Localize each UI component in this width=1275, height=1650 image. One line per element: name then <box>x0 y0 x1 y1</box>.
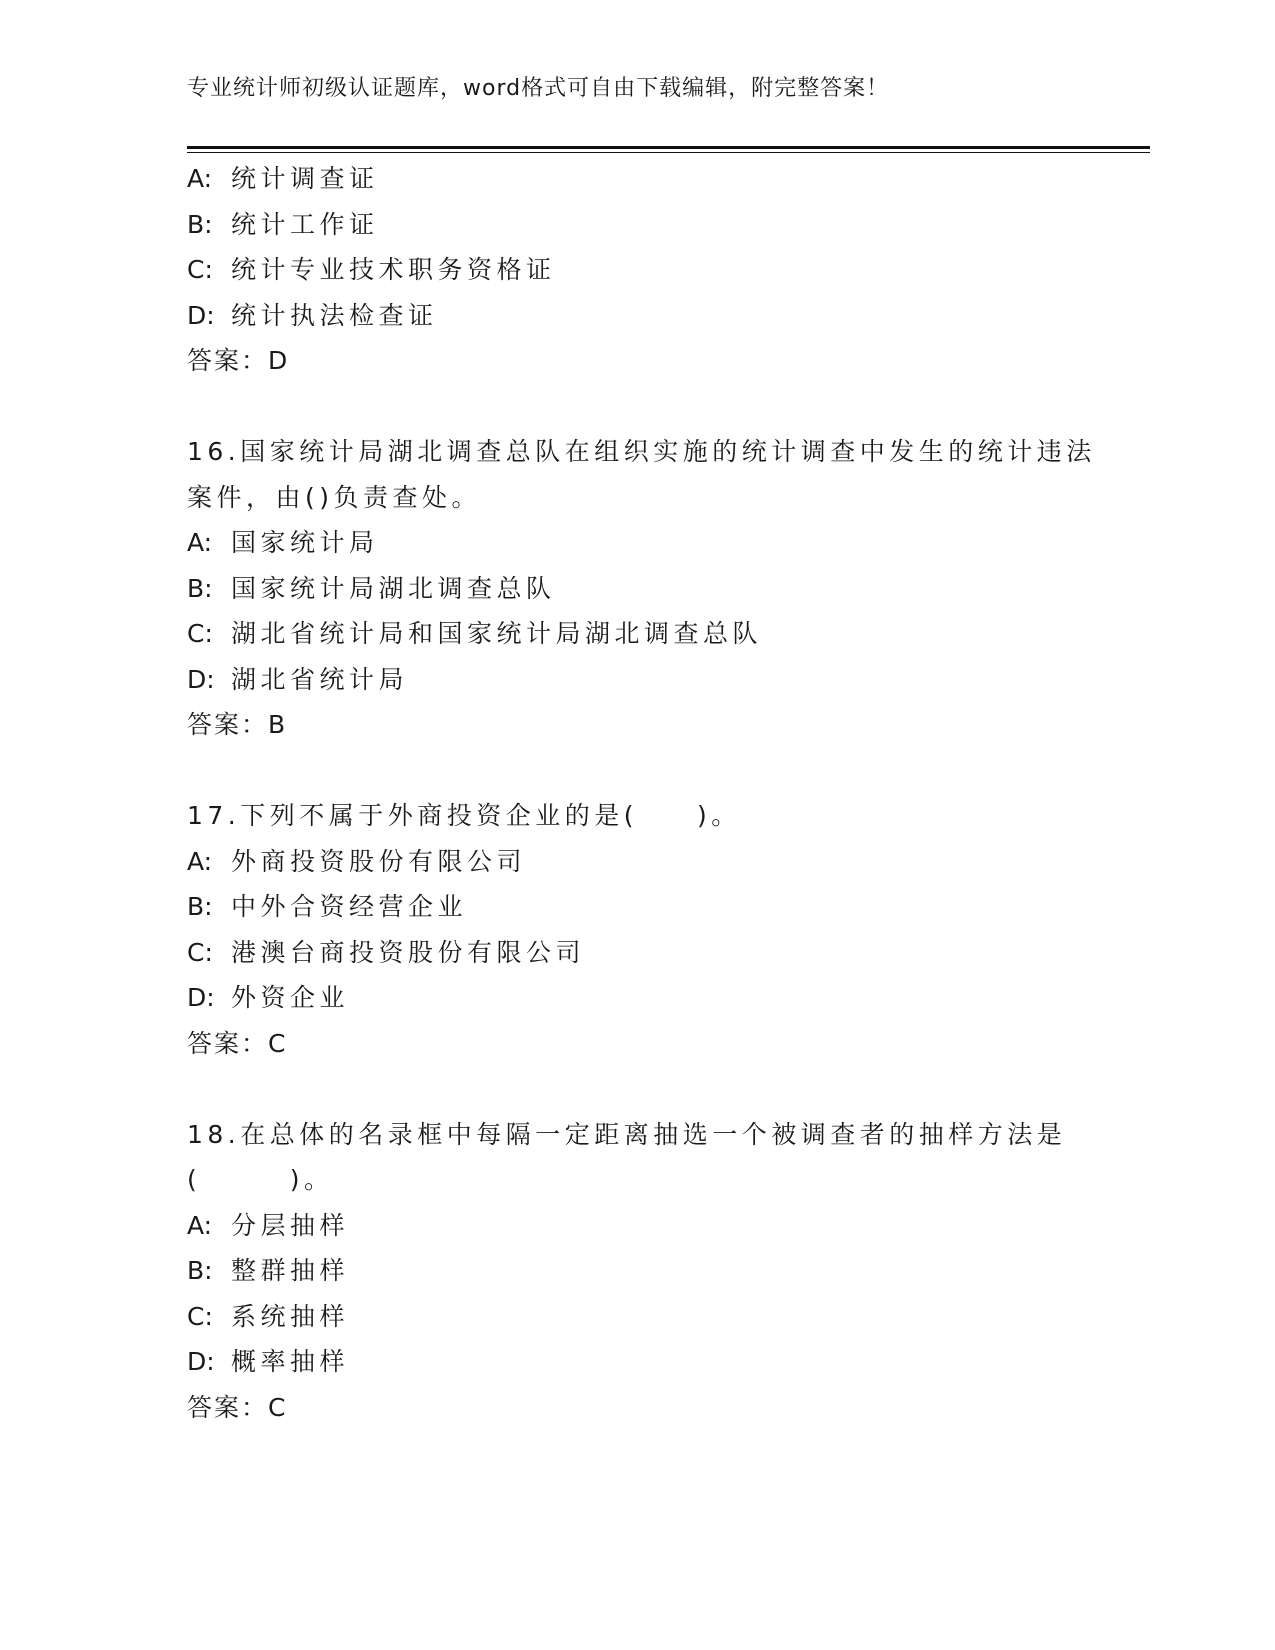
option-letter: A: <box>187 1210 213 1240</box>
answer-line: 答案：D <box>187 346 290 375</box>
prev-question-block <box>187 156 1087 384</box>
option-letter: C: <box>187 255 213 284</box>
option-letter: C: <box>187 619 213 648</box>
option-text: 统计执法检查证 <box>231 300 438 330</box>
question-stem-line: ( )。 <box>187 1165 334 1194</box>
header-rule-thin <box>187 152 1150 153</box>
option-text: 系统抽样 <box>231 1301 350 1331</box>
option-text: 外商投资股份有限公司 <box>231 846 527 876</box>
option-a <box>187 520 1087 566</box>
option-letter: B: <box>187 573 213 603</box>
spacer <box>187 1066 1087 1112</box>
question-stem <box>187 793 1087 839</box>
answer-line: 答案：B <box>187 710 288 739</box>
option-letter: A: <box>187 846 213 876</box>
option-text: 湖北省统计局和国家统计局湖北调查总队 <box>231 619 763 648</box>
option-c <box>187 611 1087 657</box>
question-stem <box>187 1112 1087 1203</box>
question-content <box>187 156 1096 1430</box>
option-text: 外资企业 <box>231 983 350 1012</box>
option-letter: D: <box>187 983 215 1012</box>
option-letter: D: <box>187 1347 215 1376</box>
option-c <box>187 1294 1087 1340</box>
option-letter: B: <box>187 209 213 239</box>
question-18-block <box>187 1112 1087 1431</box>
option-text: 概率抽样 <box>231 1347 350 1376</box>
option-b <box>187 1248 1087 1294</box>
option-text: 中外合资经营企业 <box>231 892 468 921</box>
question-stem-line: 17.下列不属于外商投资企业的是( )。 <box>187 801 741 830</box>
option-text: 分层抽样 <box>231 1210 350 1240</box>
question-16-block <box>187 429 1096 748</box>
option-a <box>187 839 1087 885</box>
option-d <box>187 975 1087 1021</box>
option-a <box>187 156 1087 202</box>
option-text: 国家统计局 <box>231 528 379 557</box>
option-b <box>187 202 1087 248</box>
question-stem-line: 案件，由()负责查处。 <box>187 482 482 512</box>
option-letter: B: <box>187 892 213 921</box>
option-text: 统计专业技术职务资格证 <box>231 255 556 284</box>
question-stem-line: 16.国家统计局湖北调查总队在组织实施的统计调查中发生的统计违法 <box>187 437 1096 466</box>
option-letter: C: <box>187 1301 213 1331</box>
option-b <box>187 566 1087 612</box>
option-d <box>187 657 1087 703</box>
answer-line: 答案：C <box>187 1392 288 1422</box>
option-d <box>187 1339 1087 1385</box>
option-text: 湖北省统计局 <box>231 664 409 694</box>
option-text: 港澳台商投资股份有限公司 <box>231 937 586 967</box>
question-stem-line: 18.在总体的名录框中每隔一定距离抽选一个被调查者的抽样方法是 <box>187 1119 1067 1149</box>
option-c <box>187 247 1087 293</box>
option-c <box>187 930 1087 976</box>
option-text: 整群抽样 <box>231 1256 350 1285</box>
option-text: 统计工作证 <box>231 209 379 239</box>
option-text: 统计调查证 <box>231 164 379 193</box>
option-text: 国家统计局湖北调查总队 <box>231 573 556 603</box>
document-header: 专业统计师初级认证题库，word格式可自由下载编辑，附完整答案！ <box>187 76 890 101</box>
option-letter: C: <box>187 937 213 967</box>
option-letter: D: <box>187 300 215 330</box>
option-d <box>187 293 1087 339</box>
option-a <box>187 1203 1087 1249</box>
question-stem <box>187 429 1096 520</box>
header-rule-thick <box>187 146 1150 149</box>
option-letter: B: <box>187 1256 213 1285</box>
option-b <box>187 884 1087 930</box>
spacer <box>187 384 1087 430</box>
option-letter: A: <box>187 164 213 193</box>
spacer <box>187 748 1087 794</box>
answer-line: 答案：C <box>187 1028 288 1058</box>
question-17-block <box>187 793 1087 1066</box>
option-letter: A: <box>187 528 213 557</box>
option-letter: D: <box>187 664 215 694</box>
